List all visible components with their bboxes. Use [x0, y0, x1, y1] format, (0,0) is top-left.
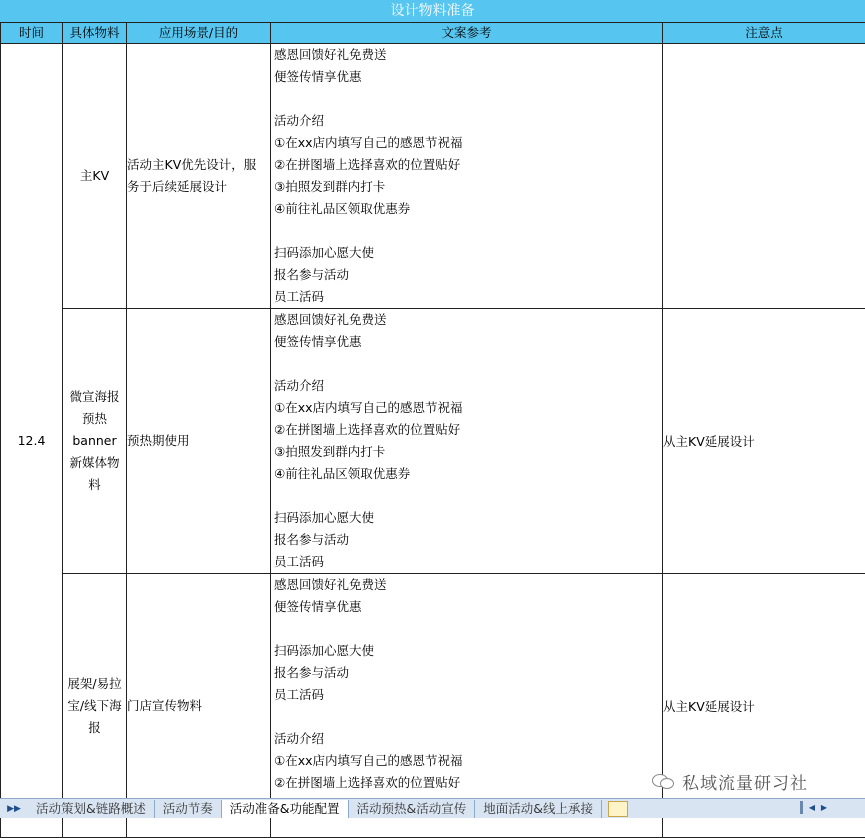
item-line: 展架/易拉 [63, 673, 126, 695]
time-cell[interactable]: 12.4 [1, 44, 63, 838]
table-row [1, 44, 865, 309]
scroll-split-handle[interactable] [800, 801, 803, 814]
copy-line: 员工活码 [274, 684, 662, 706]
copy-line: 便签传情享优惠 [274, 66, 662, 88]
copy-line [274, 618, 662, 640]
item-line: 新媒体物 [63, 452, 126, 474]
copy-line: 扫码添加心愿大使 [274, 242, 662, 264]
tab-sheet-3[interactable]: 活动准备&功能配置 [222, 800, 349, 818]
scene-line: 门店宣传物料 [127, 695, 270, 717]
item-line: 微宣海报 [63, 386, 126, 408]
copy-line [274, 88, 662, 110]
copy-line [274, 353, 662, 375]
tab-sheet-5[interactable]: 地面活动&线上承接 [475, 800, 602, 818]
header-time[interactable]: 时间 [1, 23, 63, 44]
header-copy[interactable]: 文案参考 [271, 23, 663, 44]
sheet-tabs-bar [0, 798, 865, 818]
copy-line: 活动介绍 [274, 375, 662, 397]
item-line: 预热 [63, 408, 126, 430]
copy-line: 便签传情享优惠 [274, 596, 662, 618]
copy-line: ②在拼图墙上选择喜欢的位置贴好 [274, 154, 662, 176]
copy-line: 报名参与活动 [274, 662, 662, 684]
tab-sheet-2[interactable]: 活动节奏 [155, 800, 222, 818]
copy-line: 活动介绍 [274, 728, 662, 750]
item-cell[interactable] [63, 44, 127, 309]
material-table [0, 22, 865, 838]
item-line: 料 [63, 474, 126, 496]
copy-line: ①在xx店内填写自己的感恩节祝福 [274, 750, 662, 772]
tab-scroll-right-icon[interactable]: ▶▶ [0, 799, 28, 818]
item-line: 报 [63, 717, 126, 739]
copy-line: 员工活码 [274, 551, 662, 573]
copy-line: ③拍照发到群内打卡 [274, 441, 662, 463]
copy-line [274, 706, 662, 728]
horizontal-scrollbar[interactable] [800, 800, 865, 815]
copy-line: 报名参与活动 [274, 529, 662, 551]
scene-line: 活动主KV优先设计，服 [127, 154, 270, 176]
header-item[interactable]: 具体物料 [63, 23, 127, 44]
header-note[interactable]: 注意点 [663, 23, 865, 44]
tab-sheet-1[interactable]: 活动策划&链路概述 [28, 800, 155, 818]
copy-cell[interactable] [271, 309, 663, 574]
copy-line: 活动介绍 [274, 110, 662, 132]
item-cell[interactable] [63, 309, 127, 574]
tab-sheet-4[interactable]: 活动预热&活动宣传 [349, 800, 476, 818]
wechat-icon [652, 773, 674, 789]
copy-line: 报名参与活动 [274, 264, 662, 286]
copy-line: 扫码添加心愿大使 [274, 507, 662, 529]
note-cell[interactable]: 从主KV延展设计 [663, 574, 865, 838]
copy-line: ④前往礼品区领取优惠券 [274, 198, 662, 220]
item-line: 宝/线下海 [63, 695, 126, 717]
copy-line: ④前往礼品区领取优惠券 [274, 463, 662, 485]
copy-line: ①在xx店内填写自己的感恩节祝福 [274, 132, 662, 154]
copy-line [274, 485, 662, 507]
watermark [652, 768, 808, 794]
header-row [1, 23, 865, 44]
copy-line: 员工活码 [274, 286, 662, 308]
copy-line: 感恩回馈好礼免费送 [274, 44, 662, 66]
note-cell[interactable]: 从主KV延展设计 [663, 309, 865, 574]
item-line: banner [63, 430, 126, 452]
copy-cell[interactable] [271, 44, 663, 309]
scene-line: 务于后续延展设计 [127, 176, 270, 198]
header-scene[interactable]: 应用场景/目的 [127, 23, 271, 44]
copy-line: ③拍照发到群内打卡 [274, 176, 662, 198]
copy-line: 感恩回馈好礼免费送 [274, 309, 662, 331]
copy-line [274, 220, 662, 242]
sheet-title: 设计物料准备 [0, 0, 865, 22]
watermark-text: 私域流量研习社 [682, 769, 808, 794]
scene-cell[interactable] [127, 44, 271, 309]
item-line: 主KV [63, 165, 126, 187]
table-row [1, 309, 865, 574]
scroll-left-icon[interactable]: ◀ [806, 801, 818, 814]
copy-line: ②在拼图墙上选择喜欢的位置贴好 [274, 419, 662, 441]
copy-line: ①在xx店内填写自己的感恩节祝福 [274, 397, 662, 419]
copy-line: ②在拼图墙上选择喜欢的位置贴好 [274, 772, 662, 794]
copy-line: 便签传情享优惠 [274, 331, 662, 353]
scene-line: 预热期使用 [127, 430, 270, 452]
scroll-right-icon[interactable]: ▶ [818, 801, 830, 814]
scene-cell[interactable] [127, 309, 271, 574]
copy-line: 感恩回馈好礼免费送 [274, 574, 662, 596]
insert-sheet-icon[interactable] [608, 801, 628, 817]
note-cell[interactable] [663, 44, 865, 309]
copy-line: 扫码添加心愿大使 [274, 640, 662, 662]
